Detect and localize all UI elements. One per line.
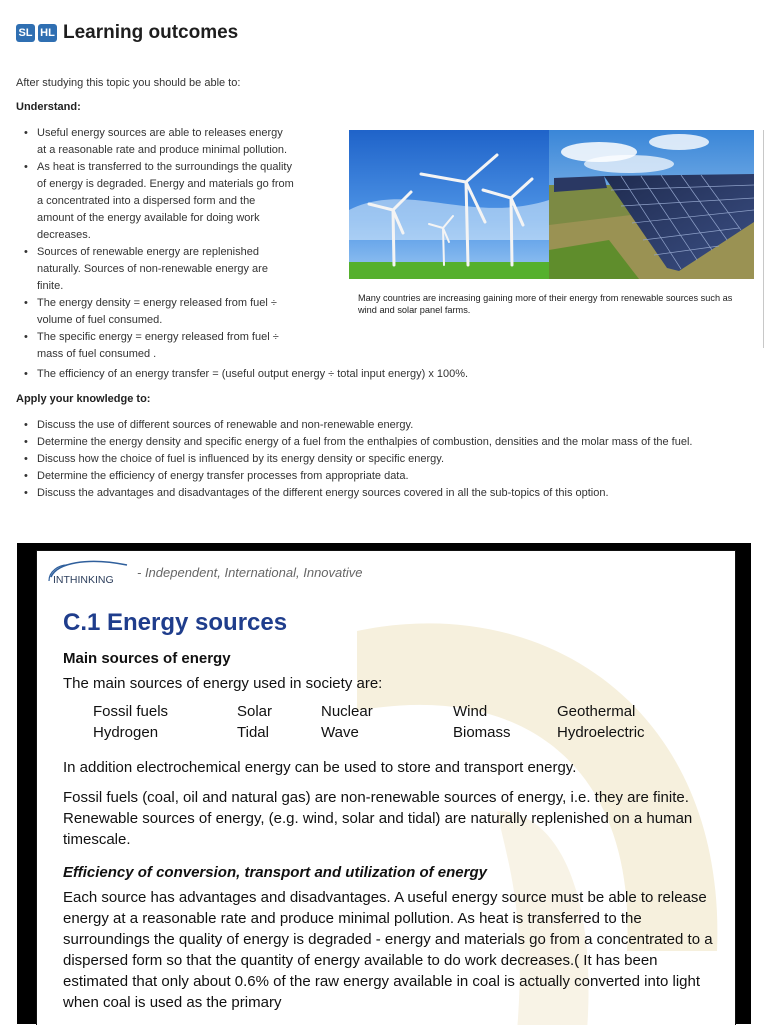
- learning-outcomes-header: [16, 22, 238, 44]
- sl-badge: SL: [16, 24, 35, 42]
- understand-item: [16, 366, 756, 383]
- hl-badge: HL: [38, 24, 57, 42]
- line: Sources of renewable energy are replenished: [37, 246, 259, 258]
- line: mass of fuel consumed .: [37, 348, 157, 360]
- efficiency-heading: Efficiency of conversion, transport and utilization of energy: [63, 864, 487, 881]
- source-item: Hydroelectric: [557, 724, 645, 741]
- main-sources-heading: Main sources of energy: [63, 650, 231, 667]
- line: naturally. Sources of non-renewable energy are: [37, 263, 268, 275]
- photo-caption: Many countries are increasing gaining more of their energy from renewable sources such as wind and solar panel farms.: [358, 293, 733, 315]
- source-item: Nuclear: [321, 703, 373, 720]
- source-item: Hydrogen: [93, 724, 159, 741]
- apply-item: • Determine the efficiency of energy transfer processes from appropriate data.: [16, 468, 761, 485]
- line: The efficiency of an energy transfer = (useful output energy ÷ total input energy) x 100%.: [37, 368, 469, 380]
- source-item: Wind: [453, 703, 488, 720]
- understand-item: [16, 159, 336, 244]
- apply-item: • Discuss the use of different sources of renewable and non-renewable energy.: [16, 417, 761, 434]
- source-item: Fossil fuels: [93, 703, 169, 720]
- apply-item: • Determine the energy density and specific energy of a fuel from the enthalpies of combustion, densities and the molar mass of the fuel.: [16, 434, 761, 451]
- logo-text: INTHINKING: [53, 574, 114, 585]
- inthinking-logo: [47, 559, 131, 585]
- line: of energy is degraded. Energy and materials go from: [37, 178, 294, 190]
- source-item: Wave: [321, 724, 359, 741]
- apply-item: • Discuss the advantages and disadvantages of the different energy sources covered in all the sub-topics of this option.: [16, 485, 761, 502]
- fossil-fuels-paragraph: Fossil fuels (coal, oil and natural gas) are non-renewable sources of energy, i.e. they are finite. Renewable sources of energy, (e.g. wind, solar and tidal) are naturally replenished on a human timescale.: [63, 789, 693, 848]
- apply-label: Apply your knowledge to:: [16, 393, 151, 405]
- tagline: - Independent, International, Innovative: [137, 564, 363, 580]
- source-item: Tidal: [237, 724, 269, 741]
- understand-item: [16, 244, 336, 295]
- renewable-energy-photo: [349, 130, 754, 279]
- source-item: Geothermal: [557, 703, 636, 720]
- slide-page: [36, 550, 736, 1025]
- line: volume of fuel consumed.: [37, 314, 163, 326]
- understand-label: Understand:: [16, 101, 81, 113]
- line: Useful energy sources are able to releases energy: [37, 127, 283, 139]
- intro-text: After studying this topic you should be able to:: [16, 77, 241, 89]
- understand-item: [16, 125, 336, 159]
- line: at a reasonable rate and produce minimal pollution.: [37, 144, 288, 156]
- understand-list: [16, 125, 336, 363]
- line: The energy density = energy released from fuel ÷: [37, 297, 277, 309]
- source-item: Biomass: [453, 724, 511, 741]
- line: finite.: [37, 280, 64, 292]
- apply-item: • Discuss how the choice of fuel is influenced by its energy density or specific energy.: [16, 451, 761, 468]
- page-title: Learning outcomes: [63, 22, 239, 43]
- main-sources-intro: The main sources of energy used in society are:: [63, 675, 383, 692]
- wind-solar-image: [349, 130, 754, 279]
- brand: [47, 559, 363, 585]
- understand-list-cont: [16, 366, 756, 383]
- line: amount of the energy available for doing work: [37, 212, 260, 224]
- line: The specific energy = energy released from fuel ÷: [37, 331, 279, 343]
- divider: [763, 130, 764, 348]
- efficiency-paragraph: Each source has advantages and disadvantages. A useful energy source must be able to release energy at a reasonable rate and produce minimal pollution. As heat is transferred to the surroundings the quality of energy is degraded - energy and materials go from a concentrated to a dispersed form so that the quantity of energy available to do work decreases.( It has been estimated that only about 0.6% of the raw energy available in coal is actually converted into light when coal is used as the primary: [63, 889, 713, 1011]
- line: As heat is transferred to the surroundings the quality: [37, 161, 292, 173]
- line: decreases.: [37, 229, 91, 241]
- slide-title: C.1 Energy sources: [63, 609, 288, 636]
- electrochemical-text: In addition electrochemical energy can be used to store and transport energy.: [63, 759, 577, 776]
- understand-item: [16, 329, 336, 363]
- apply-list: [16, 417, 761, 502]
- line: a concentrated into a dispersed form and the: [37, 195, 256, 207]
- understand-item: [16, 295, 336, 329]
- source-item: Solar: [237, 703, 273, 720]
